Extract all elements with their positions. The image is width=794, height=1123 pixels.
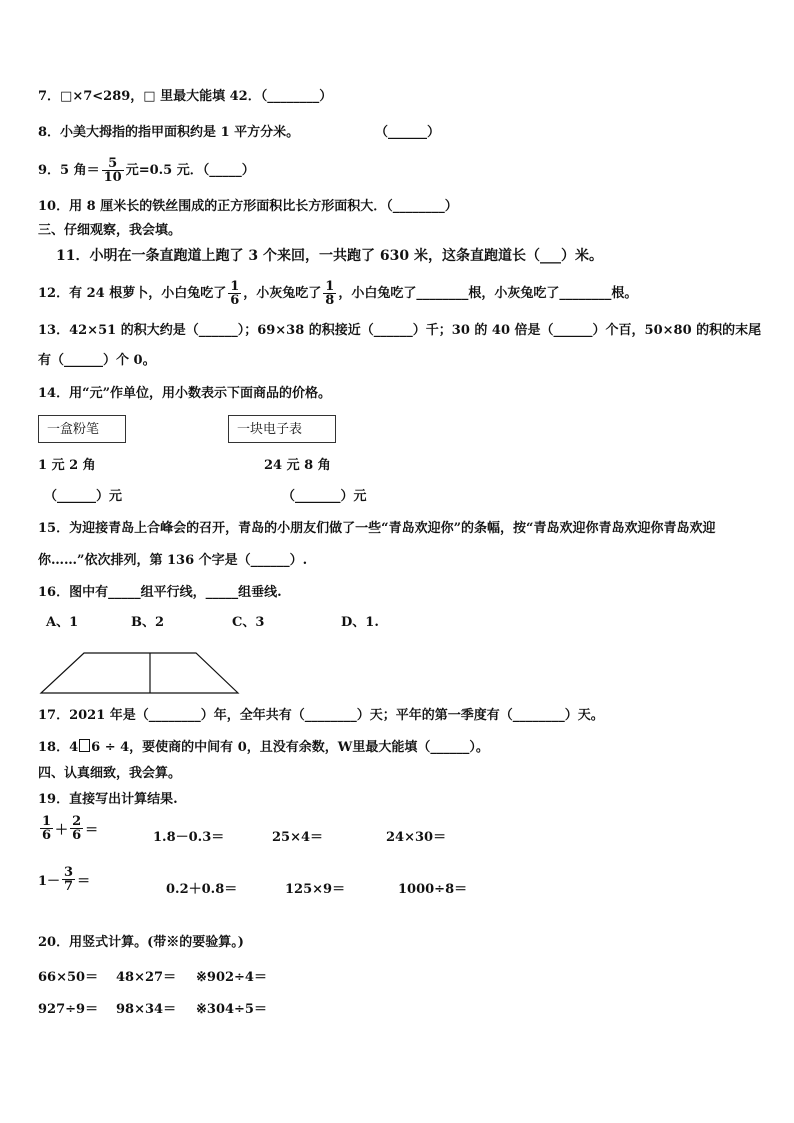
calc-f1 (40, 815, 53, 842)
q12-f2-numerator: 1 (325, 279, 335, 294)
price-chalk: 1 元 2 角 (38, 458, 96, 473)
question-13-line-1: 13．42×51 的积大约是（______）；69×38 的积接近（______）千；30 的 40 倍是（______）个百，50×80 的积的末尾 (38, 323, 762, 338)
plus-sign: ＋ (55, 823, 69, 838)
calc-f2-denominator: 6 (72, 828, 82, 843)
q9-numerator: 5 (102, 157, 124, 171)
question-15-line-1: 15．为迎接青岛上合峰会的召开，青岛的小朋友们做了一些“青岛欢迎你”的条幅，按“青岛欢迎你青岛欢迎你青岛欢迎 (38, 521, 716, 536)
product-box-chalk: 一盒粉笔 (38, 415, 126, 443)
calc-f1-denominator: 6 (42, 828, 52, 843)
q8-blank: （______） (375, 125, 441, 140)
q12-fraction-2 (323, 280, 336, 307)
vertical-calc-4: 927÷9＝ (38, 1002, 99, 1017)
section-4-heading: 四、认真细致，我会算。 (38, 766, 182, 781)
calc-f3 (62, 866, 75, 893)
q12-f1-numerator: 1 (230, 279, 240, 294)
calc-2a-pre: 1－ (38, 874, 61, 889)
q18-text-pre: 18．4 (38, 740, 79, 755)
question-20: 20．用竖式计算。(带※的要验算。) (38, 935, 244, 950)
trapezoid-outline (41, 653, 238, 693)
product-box-watch: 一块电子表 (228, 415, 336, 443)
calc-f2-numerator: 2 (72, 814, 82, 829)
question-13-line-2: 有（______）个 0。 (38, 353, 156, 368)
option-d: D、1. (341, 615, 379, 630)
question-19: 19．直接写出计算结果. (38, 792, 178, 807)
question-14: 14．用“元”作单位，用小数表示下面商品的价格。 (38, 386, 332, 401)
question-17: 17．2021 年是（________）年，全年共有（________）天；平年的第一季度有（________）天。 (38, 708, 604, 723)
calc-1b: 1.8－0.3＝ (153, 830, 225, 845)
q9-text-post: 元=0.5 元．（_____） (125, 163, 255, 178)
calc-fraction-diff (38, 866, 90, 893)
q9-denominator: 10 (103, 170, 122, 185)
calc-f1-numerator: 1 (42, 814, 52, 829)
question-12 (38, 280, 637, 307)
q7-text: □×7<289，□ 里最大能填 42．（________） (60, 89, 333, 104)
q12-f2-denominator: 8 (325, 293, 335, 308)
q12-text-post: ，小白兔吃了________根，小灰兔吃了________根。 (338, 286, 638, 301)
q18-text-post: 6 ÷ 4，要使商的中间有 0，且没有余数，W里最大能填（______）。 (91, 740, 489, 755)
price-watch: 24 元 8 角 (264, 458, 331, 473)
trapezoid-figure (38, 650, 242, 696)
question-11: 11．小明在一条直跑道上跑了 3 个来回，一共跑了 630 米，这条直跑道长（___）米。 (56, 248, 603, 264)
vertical-calc-1: 66×50＝ (38, 970, 99, 985)
q12-text-mid: ，小灰兔吃了 (243, 286, 322, 301)
option-a: A、1 (46, 615, 79, 630)
q12-text-pre: 12．有 24 根萝卜，小白兔吃了 (38, 286, 227, 301)
question-18 (38, 739, 489, 757)
calc-1d: 24×30＝ (386, 830, 447, 845)
answer-chalk: （______）元 (44, 489, 123, 504)
calc-f3-numerator: 3 (64, 865, 74, 880)
calc-fraction-sum (38, 815, 98, 842)
option-b: B、2 (131, 615, 165, 630)
calc-f2 (70, 815, 83, 842)
answer-watch: （_______）元 (282, 489, 367, 504)
option-c: C、3 (232, 615, 265, 630)
q8-number: 8． (38, 125, 61, 140)
blank-square-icon (79, 739, 90, 752)
equals-sign: ＝ (85, 823, 99, 838)
question-7 (38, 88, 332, 106)
q7-number: 7． (38, 89, 61, 104)
calc-f3-denominator: 7 (64, 879, 74, 894)
calc-2b: 0.2＋0.8＝ (166, 882, 238, 897)
vertical-calc-2: 48×27＝ (116, 970, 177, 985)
calc-2d: 1000÷8＝ (398, 882, 468, 897)
calc-1c: 25×4＝ (272, 830, 324, 845)
vertical-calc-3: ※902÷4＝ (196, 970, 267, 985)
question-10: 10．用 8 厘米长的铁丝围成的正方形面积比长方形面积大．（________） (38, 199, 458, 214)
q12-f1-denominator: 6 (230, 293, 240, 308)
q9-text-pre: 9．5 角＝ (38, 163, 100, 178)
question-9 (38, 157, 255, 184)
q9-fraction (102, 157, 124, 184)
q12-fraction-1 (228, 280, 241, 307)
q8-text: 小美大拇指的指甲面积约是 1 平方分米。 (60, 125, 300, 140)
question-16: 16．图中有_____组平行线，_____组垂线. (38, 585, 282, 600)
section-3-heading: 三、仔细观察，我会填。 (38, 223, 182, 238)
question-15-line-2: 你……”依次排列，第 136 个字是（______）. (38, 553, 308, 568)
calc-2c: 125×9＝ (285, 882, 346, 897)
vertical-calc-5: 98×34＝ (116, 1002, 177, 1017)
question-8 (38, 124, 441, 142)
vertical-calc-6: ※304÷5＝ (196, 1002, 267, 1017)
equals-sign-2: ＝ (77, 874, 91, 889)
